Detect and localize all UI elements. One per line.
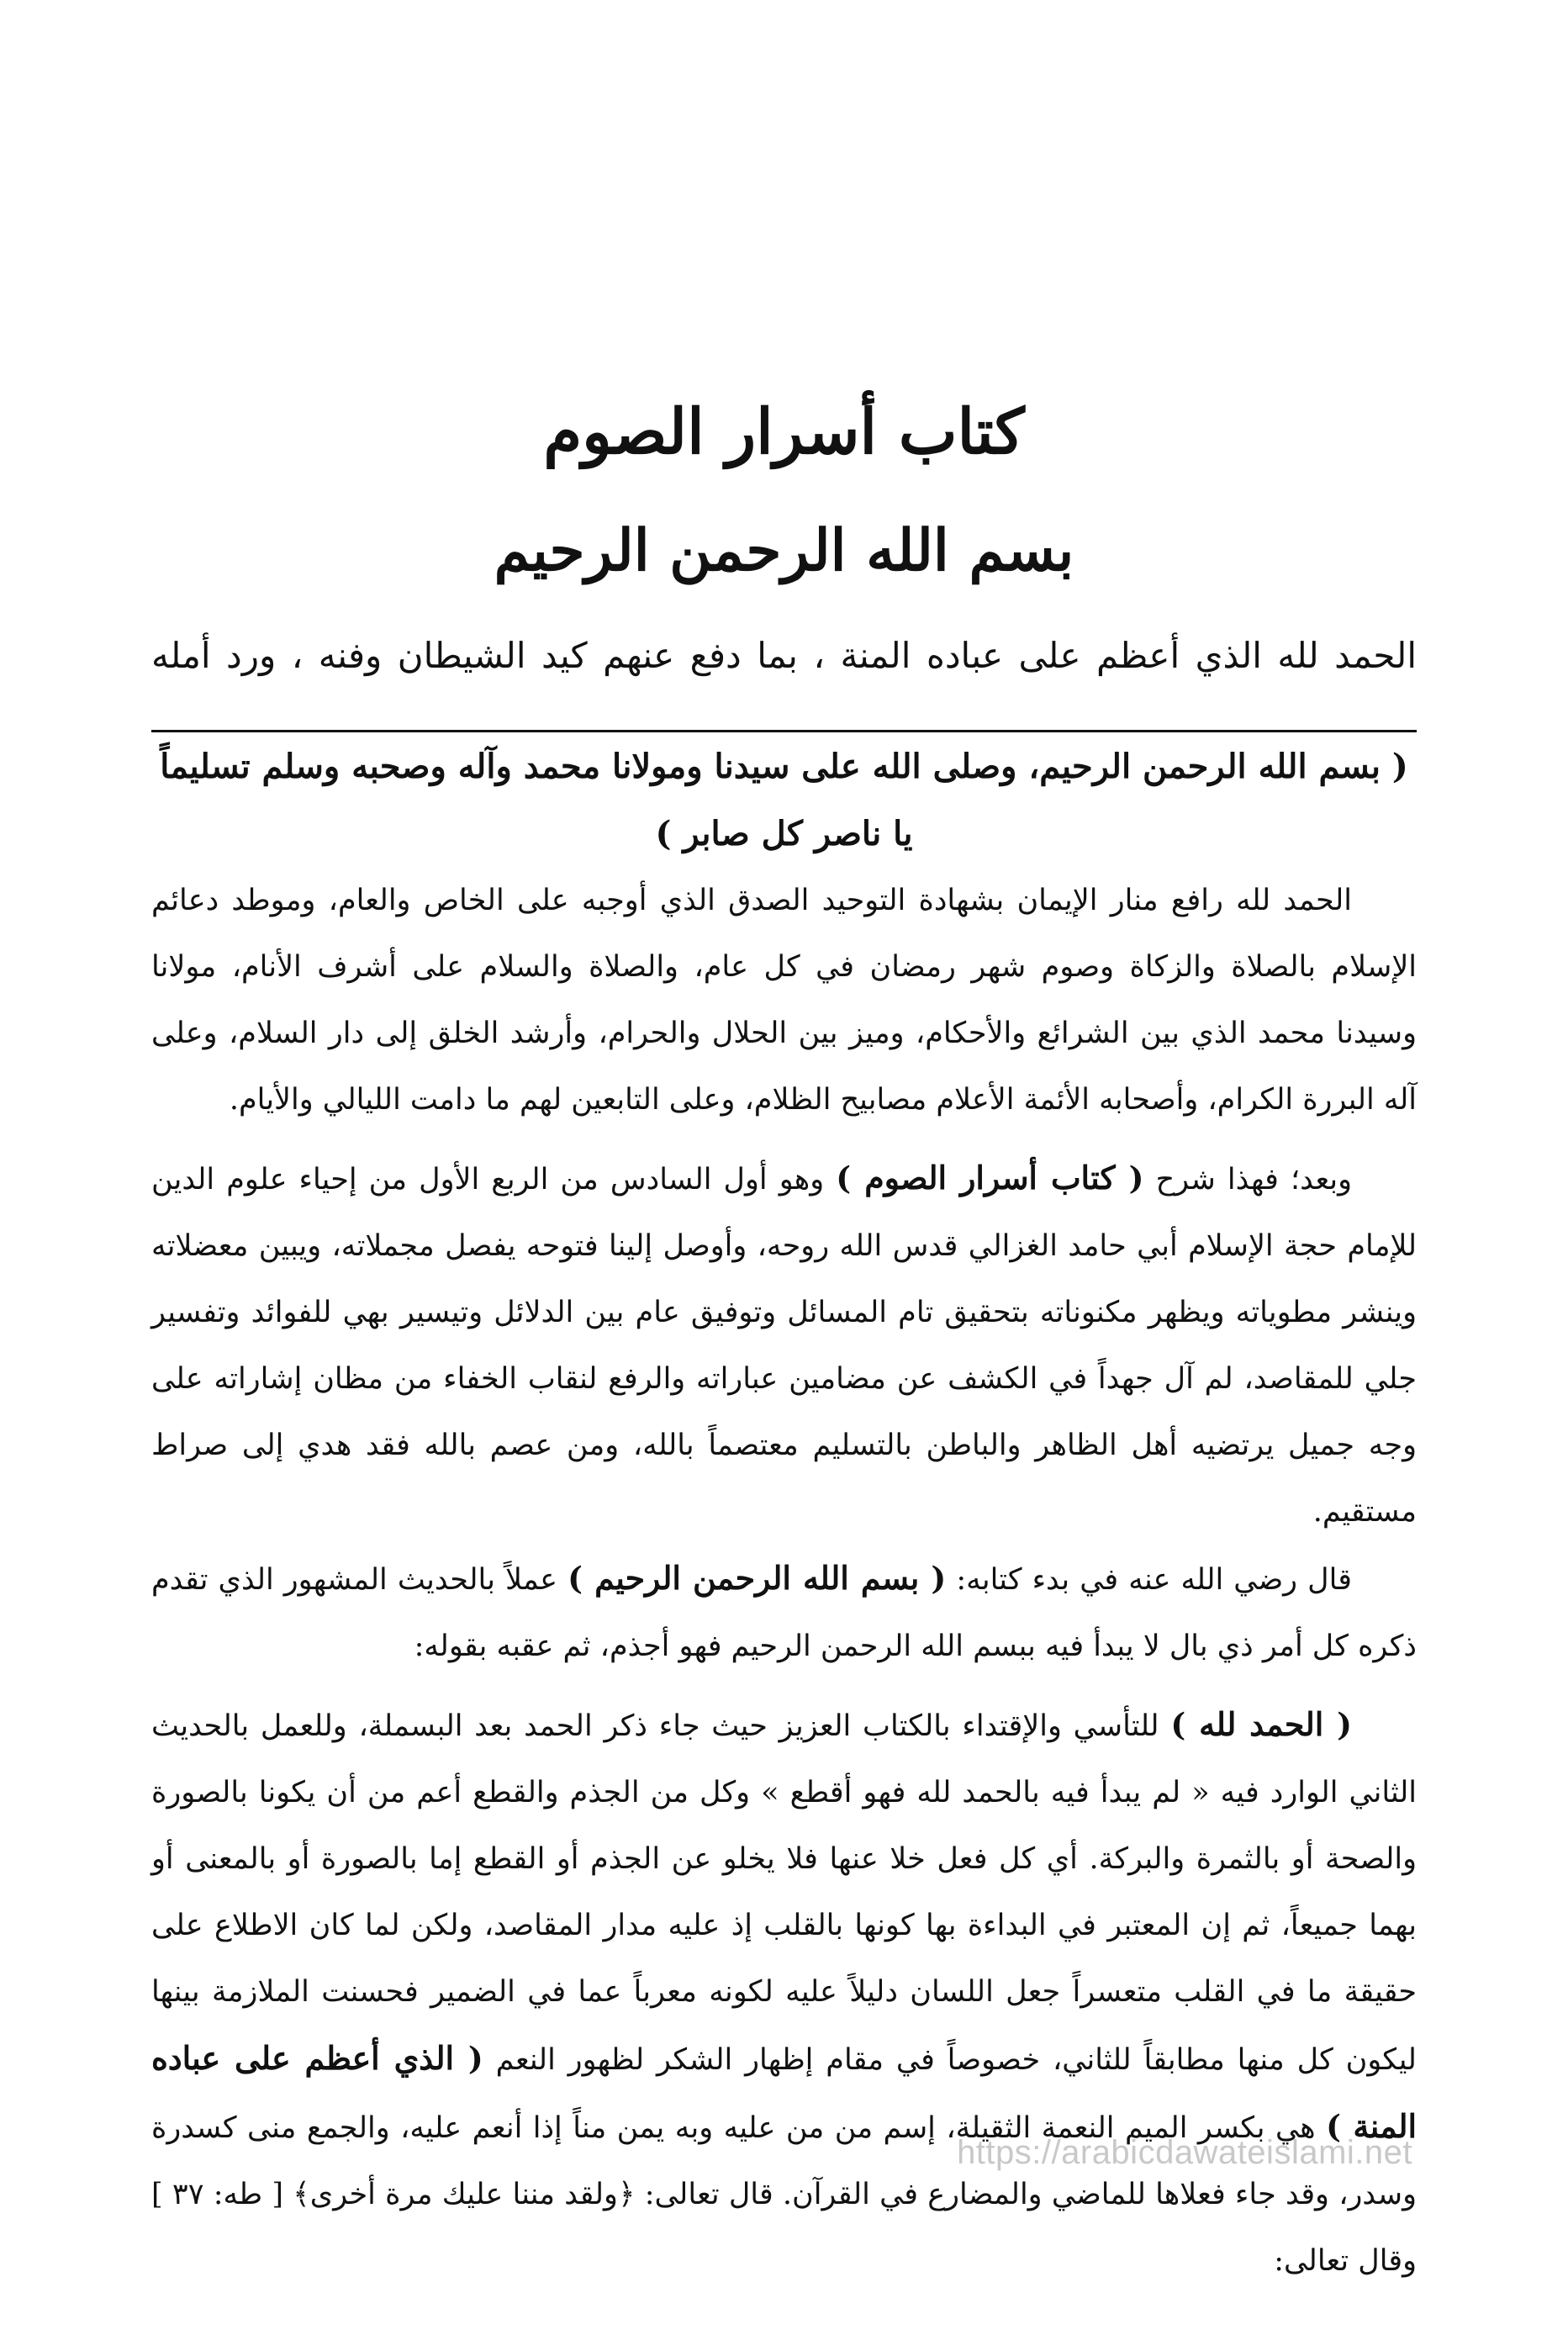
paragraph-text: الحمد لله رافع منار الإيمان بشهادة التوحيد الصدق الذي أوجبه على الخاص والعام، وموطد دعائم الإسلام بالصلاة والزكاة وصوم شهر رمضان في كل عام، والصلاة والسلام على أشرف الأنام، مولانا وسيدنا محمد الذي بين الشرائع والأحكام، وميز بين الحلال والحرام، وأرشد الخلق إلى دار السلام، وعلى آله البررة الكرام، وأصحابه الأئمة الأعلام مصابيح الظلام، وعلى التابعين لهم ما دامت الليالي والأيام.	[151, 884, 1417, 1117]
matn-text: الحمد لله الذي أعظم على عباده المنة ، بما دفع عنهم كيد الشيطان وفنه ، ورد أمله	[151, 635, 1417, 676]
paragraph-text: قال رضي الله عنه في بدء كتابه:	[956, 1563, 1352, 1597]
divider-rule	[151, 730, 1417, 732]
commentary-paragraph-1	[151, 868, 1417, 1133]
watermark-url: https://arabicdawateislami.net	[957, 2134, 1412, 2171]
paragraph-text: وبعد؛ فهذا شرح	[1155, 1163, 1352, 1197]
bold-quote: ( الذي أعظم على عباده المنة )	[151, 2040, 1417, 2145]
commentary-paragraph-3	[151, 1545, 1417, 1680]
commentary-body	[151, 733, 1417, 2295]
commentary-opening: ( بسم الله الرحمن الرحيم، وصلى الله على سيدنا ومولانا محمد وآله وصحبه وسلم تسليماً يا ناصر كل صابر )	[160, 747, 1408, 853]
commentary-paragraph-2	[151, 1145, 1417, 1545]
paragraph-text: للتأسي والإقتداء بالكتاب العزيز حيث جاء ذكر الحمد بعد البسملة، وللعمل بالحديث الثاني الوارد فيه « لم يبدأ فيه بالحمد لله فهو أقطع » وكل من الجذم والقطع أعم من أن يكونا بالصورة والصحة أو بالثمرة والبركة. أي كل فعل خلا عنها فلا يخلو عن الجذم أو القطع إما بالصورة أو بالمعنى أو بهما جميعاً، ثم إن المعتبر في البداءة بها كونها بالقلب إذ عليه مدار المقاصد، ولكن لما كان الاطلاع على حقيقة ما في القلب متعسراً جعل اللسان دليلاً عليه لكونه معرباً عما في الضمير فحسنت الملازمة بينها ليكون كل منها مطابقاً للثاني، خصوصاً في مقام إظهار الشكر لظهور النعم	[151, 1709, 1417, 2077]
paragraph-text: هي بكسر الميم النعمة الثقيلة، إسم من من عليه وبه يمن مناً إذا أنعم عليه، والجمع منى كسدرة وسدر، وقد جاء فعلاها للماضي والمضارع في القرآن. قال تعالى: ﴿ولقد مننا عليك مرة أخرى﴾ [ طه: ٣٧ ] وقال تعالى:	[151, 2111, 1418, 2278]
bold-quote: ( الحمد لله )	[1170, 1706, 1352, 1743]
commentary-paragraph-4	[151, 1692, 1417, 2295]
book-page	[151, 0, 1417, 2335]
basmala-heading: بسم الله الرحمن الرحيم	[494, 517, 1074, 584]
paragraph-text: عملاً بالحديث المشهور الذي تقدم ذكره كل أمر ذي بال لا يبدأ فيه ببسم الله الرحمن الرحيم فهو أجذم، ثم عقبه بقوله:	[151, 1563, 1417, 1663]
book-title: كتاب أسرار الصوم	[543, 396, 1025, 468]
bold-quote: ( بسم الله الرحمن الرحيم )	[568, 1560, 947, 1597]
bold-quote: ( كتاب أسرار الصوم )	[836, 1160, 1144, 1197]
paragraph-text: وهو أول السادس من الربع الأول من إحياء علوم الدين للإمام حجة الإسلام أبي حامد الغزالي قدس الله روحه، وأوصل إلينا فتوحه يفصل مجملاته، ويبين معضلاته وينشر مطوياته ويظهر مكنوناته بتحقيق تام المسائل وتوفيق عام بين الدلائل وتيسير بهي للفوائد وتفسير جلي للمقاصد، لم آل جهداً في الكشف عن مضامين عباراته والرفع لنقاب الخفاء من مظان إشاراته على وجه جميل يرتضيه أهل الظاهر والباطن بالتسليم معتصماً بالله، ومن عصم بالله فقد هدي إلى صراط مستقيم.	[151, 1163, 1417, 1529]
